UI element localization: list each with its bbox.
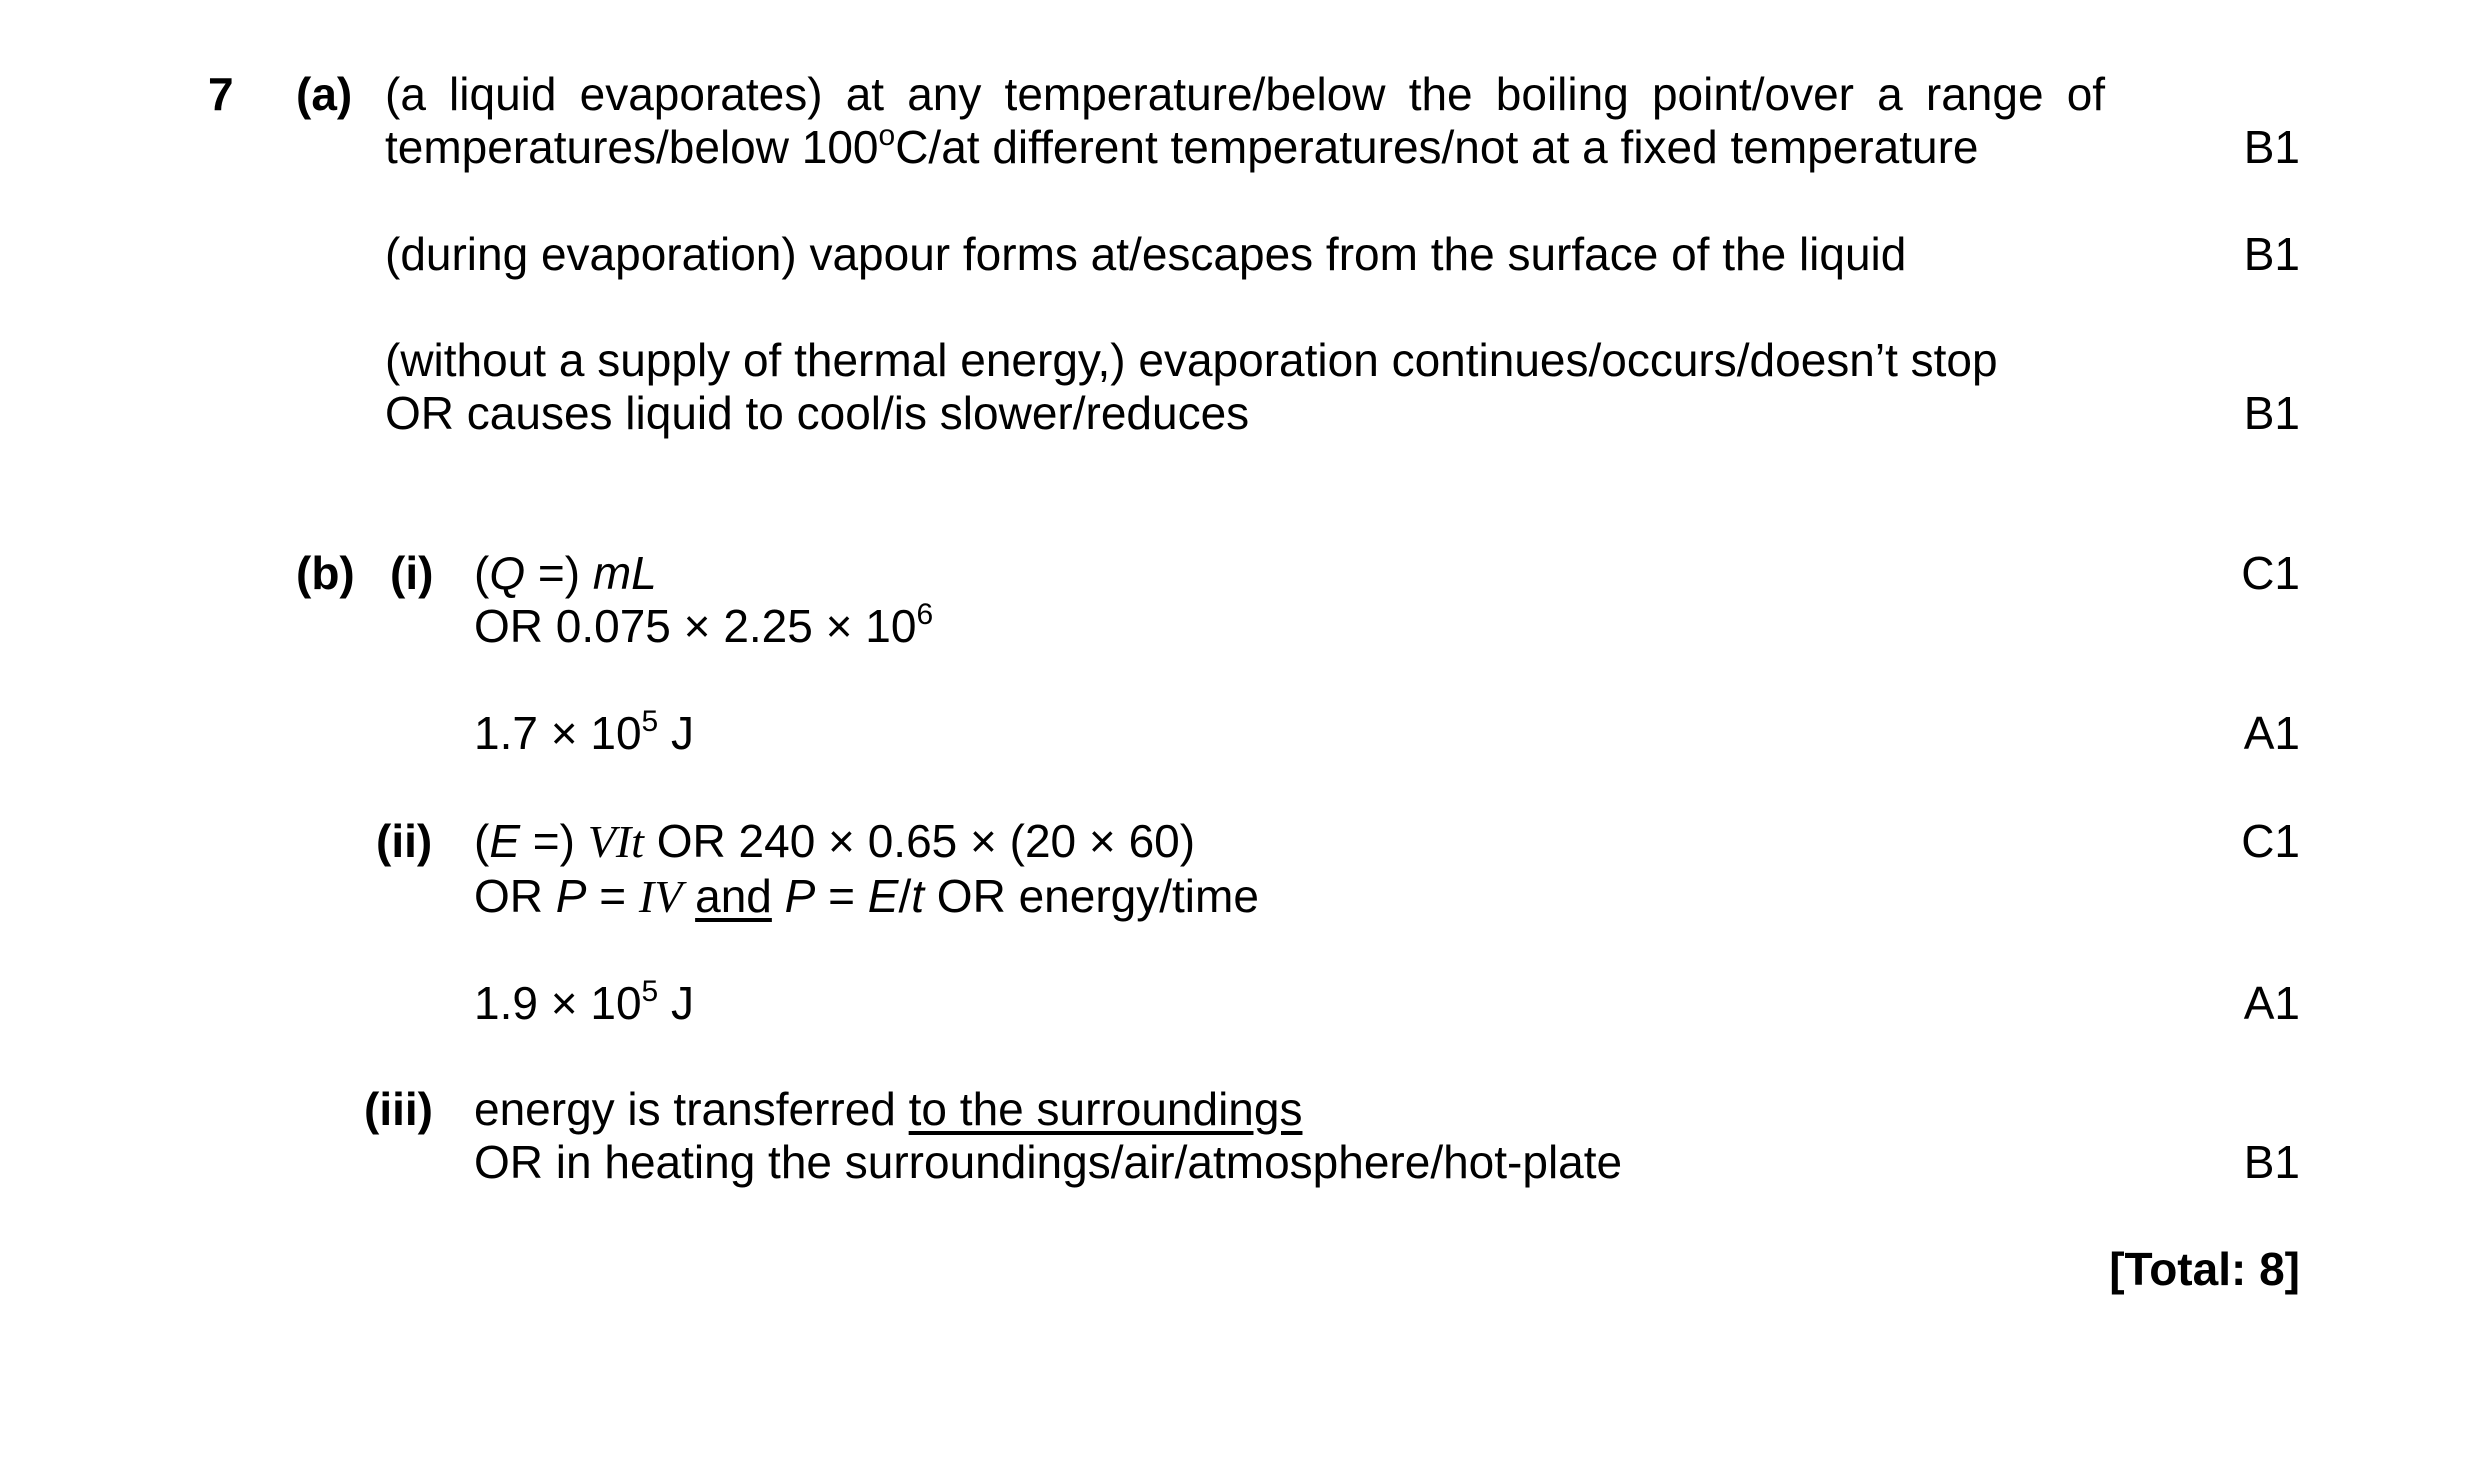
part-b-label: (b) [296, 547, 355, 599]
part-b-ii-line1: (E =) VIt OR 240 × 0.65 × (20 × 60) [474, 815, 1196, 867]
part-a-point1-line2: temperatures/below 100$^o$C/at different temperatures/not at a fixed temperature [385, 118, 1979, 173]
part-b-iii-line1: energy is transferred to the surroundings [474, 1083, 1303, 1135]
part-b-i-answer: $1.7 \times 10^5$ J [474, 704, 695, 759]
part-b-ii-mark-1: C1 [2241, 815, 2300, 867]
part-b-ii-answer: $1.9 \times 10^5$ J [474, 974, 695, 1029]
part-a-mark-2: B1 [2243, 228, 2300, 280]
question-number: 7 [208, 68, 234, 120]
part-a-label: (a) [296, 68, 353, 120]
part-a-mark-3: B1 [2243, 387, 2300, 439]
part-b-i-mark-1: C1 [2241, 547, 2300, 599]
part-b-iii-label: (iii) [364, 1083, 433, 1135]
part-a-mark-1: B1 [2243, 121, 2300, 173]
part-a-point3-line2: OR causes liquid to cool/is slower/reduces [385, 387, 1250, 439]
part-b-iii-mark-1: B1 [2243, 1136, 2300, 1188]
part-b-i-line2: OR $0.075 \times 2.25 \times 10^6$ [474, 597, 934, 652]
part-a-point3-line1: (without a supply of thermal energy,) evaporation continues/occurs/doesn’t stop [385, 334, 1998, 386]
part-b-iii-line2: OR in heating the surroundings/air/atmosphere/hot-plate [474, 1136, 1623, 1188]
part-b-i-line1: (Q =) mL [474, 547, 657, 599]
part-b-ii-mark-2: A1 [2243, 977, 2300, 1029]
part-b-i-label: (i) [390, 547, 434, 599]
part-a-point2: (during evaporation) vapour forms at/escapes from the surface of the liquid [385, 228, 1907, 280]
part-b-i-mark-2: A1 [2243, 707, 2300, 759]
part-b-ii-label: (ii) [376, 815, 433, 867]
part-a-point1-line1: (a liquid evaporates) at any temperature/below the boiling point/over a range of [385, 68, 2106, 120]
total-marks: [Total: 8] [2109, 1243, 2300, 1295]
part-b-ii-line2: OR P = IV and P = E/t OR energy/time [474, 870, 1259, 922]
